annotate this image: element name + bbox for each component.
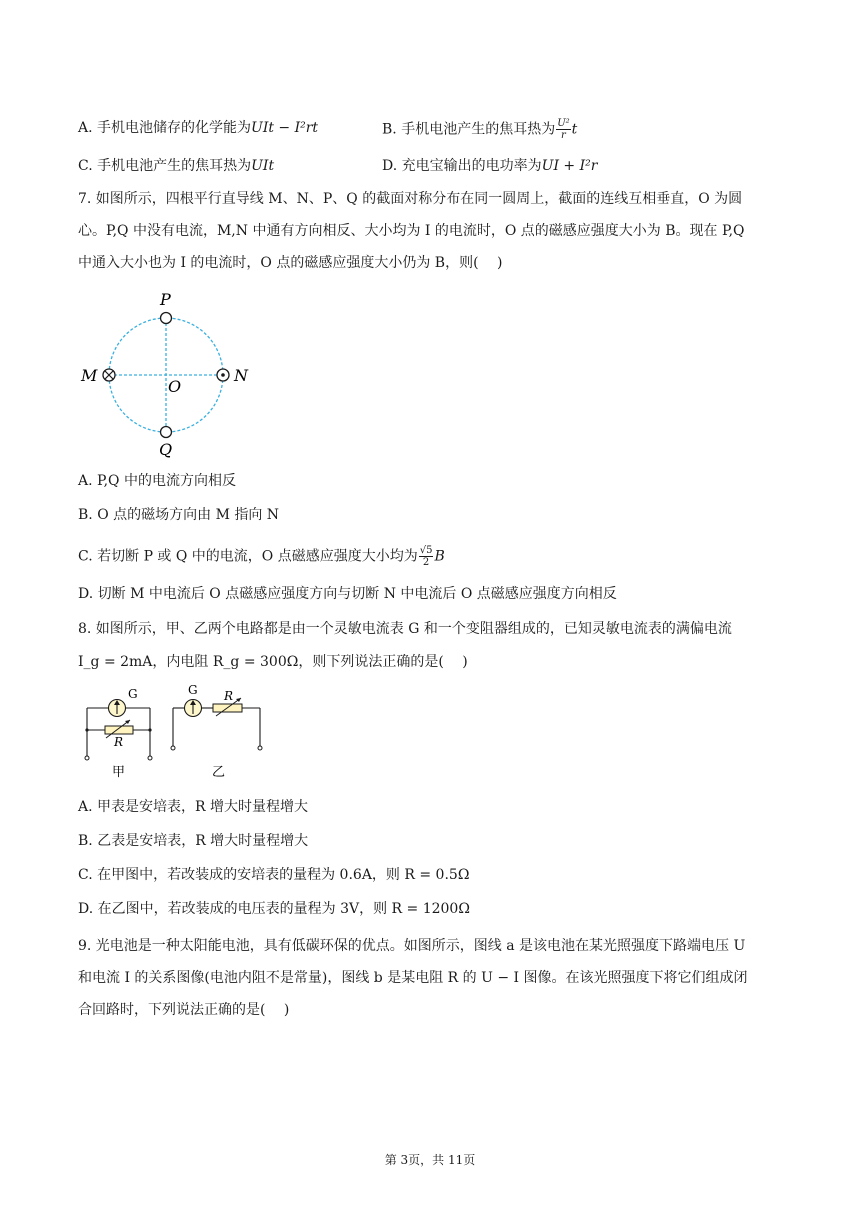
q8-stem-line2: I_g = 2mA，内电阻 R_g = 300Ω，则下列说法正确的是( )	[78, 654, 468, 670]
q8-circuit-diagrams	[78, 684, 278, 784]
label-r2: R	[224, 689, 234, 703]
circuit-yi	[171, 684, 262, 780]
q7-option-a: A. P,Q 中的电流方向相反	[78, 473, 236, 489]
galvanometer-g2	[185, 700, 202, 717]
label-o: O	[168, 377, 182, 396]
q7-option-b: B. O 点的磁场方向由 M 指向 N	[78, 507, 280, 523]
q7-option-c: C. 若切断 P 或 Q 中的电流，O 点磁感应强度大小均为 $\frac{√5}{2}$ B	[78, 545, 445, 568]
q8-option-c: C. 在甲图中，若改装成的安培表的量程为 0.6A，则 R = 0.5Ω	[78, 867, 470, 883]
galvanometer-g1	[109, 700, 126, 717]
circuit-jia	[85, 687, 152, 780]
q6-option-c: C. 手机电池产生的焦耳热为UIt	[78, 158, 275, 174]
wire-q	[161, 427, 172, 438]
label-g2: G	[188, 684, 198, 697]
caption-yi: 乙	[212, 765, 226, 780]
label-m: M	[81, 366, 98, 385]
q6-option-d: D. 充电宝输出的电功率为UI + I²r	[382, 158, 598, 174]
q6-option-b: B. 手机电池产生的焦耳热为 $\frac{\text{U²}}{r}$ t	[382, 118, 578, 141]
q8-stem-line1: 8. 如图所示，甲、乙两个电路都是由一个灵敏电流表 G 和一个变阻器组成的，已知灵敏电流表的满偏电流	[78, 621, 732, 637]
q9-stem-line3: 合回路时，下列说法正确的是( )	[78, 1002, 290, 1018]
q7-wire-diagram	[78, 288, 268, 458]
label-g1: G	[128, 687, 138, 701]
q7-option-d: D. 切断 M 中电流后 O 点磁感应强度方向与切断 N 中电流后 O 点磁感应强度方向相反	[78, 586, 617, 602]
q9-stem-line2: 和电流 I 的关系图像(电池内阻不是常量)，图线 b 是某电阻 R 的 U − I 图像。在该光照强度下将它们组成闭	[78, 970, 748, 986]
q6-option-a: A. 手机电池储存的化学能为UIt − I²rt	[78, 120, 319, 136]
label-p: P	[160, 290, 171, 309]
q8-option-a: A. 甲表是安培表，R 增大时量程增大	[78, 799, 309, 815]
q7-stem-line1: 7. 如图所示，四根平行直导线 M、N、P、Q 的截面对称分布在同一圆周上，截面的连线互相垂直，O 为圆	[78, 191, 743, 207]
wire-p	[161, 313, 172, 324]
label-q: Q	[159, 440, 173, 458]
caption-jia: 甲	[112, 765, 126, 780]
page-number-footer: 第 3页，共 11页	[384, 1153, 476, 1167]
wire-m-into-page	[103, 369, 115, 381]
q9-stem-line1: 9. 光电池是一种太阳能电池，具有低碳环保的优点。如图所示，图线 a 是该电池在某光照强度下路端电压 U	[78, 938, 746, 954]
q7-stem-line3: 中通入大小也为 I 的电流时，O 点的磁感应强度大小仍为 B，则( )	[78, 255, 503, 271]
q7-stem-line2: 心。P,Q 中没有电流，M,N 中通有方向相反、大小均为 I 的电流时，O 点的磁感应强度大小为 B。现在 P,Q	[78, 223, 745, 239]
label-n: N	[234, 366, 248, 385]
wire-n-out-of-page	[217, 369, 229, 381]
q8-option-d: D. 在乙图中，若改装成的电压表的量程为 3V，则 R = 1200Ω	[78, 901, 470, 917]
label-r1: R	[114, 735, 124, 749]
q8-option-b: B. 乙表是安培表，R 增大时量程增大	[78, 833, 309, 849]
